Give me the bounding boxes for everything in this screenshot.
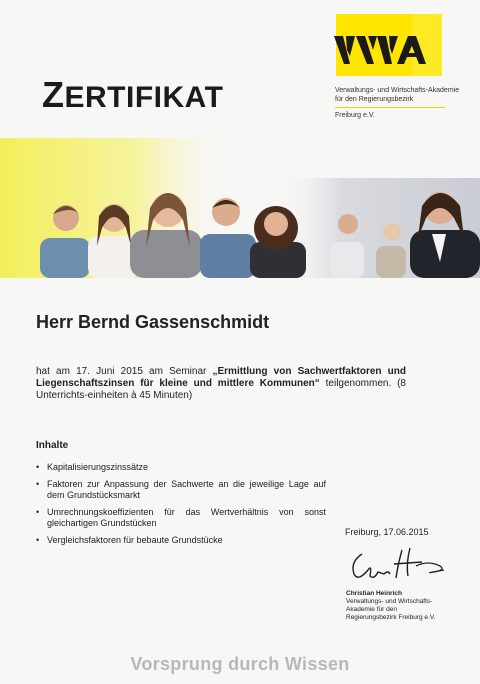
title-initial: Z — [42, 74, 65, 115]
title-rest: ERTIFIKAT — [64, 81, 224, 114]
signatory-role-1: Verwaltungs- und Wirtschafts- — [346, 598, 433, 605]
organization-name — [335, 86, 459, 104]
org-divider — [335, 107, 445, 108]
contents-list — [36, 462, 326, 552]
handwritten-signature — [344, 540, 454, 586]
list-item: • Vergleichsfaktoren für bebaute Grundstücke — [36, 535, 326, 546]
list-item: • Umrechnungskoeffizienten für das Wertverhältnis von sonst gleichartigen Grundstücken — [36, 507, 326, 529]
participation-statement — [36, 366, 406, 402]
signatory-name: Christian Heinrich — [346, 590, 402, 597]
list-item: • Faktoren zur Anpassung der Sachwerte an die jeweilige Lage auf dem Grundstücksmarkt — [36, 479, 326, 501]
signatory-role-2: Akademie für den — [346, 606, 397, 613]
signatory-role-3: Regierungsbezirk Freiburg e.V. — [346, 614, 436, 621]
place-date: Freiburg, 17.06.2015 — [345, 527, 429, 537]
contents-heading: Inhalte — [36, 440, 69, 451]
course-title: „Ermittlung von Sachwertfaktoren und Liegenschaftszinsen für kleine und mittlere Kommunen“ — [36, 366, 406, 389]
signatory — [346, 590, 435, 622]
footer-slogan: Vorsprung durch Wissen — [130, 654, 350, 674]
org-line-2: für den Regierungsbezirk — [335, 96, 414, 103]
photo-banner — [0, 138, 480, 278]
vwa-logo — [330, 14, 448, 76]
statement-intro: hat am 17. Juni 2015 am Seminar — [36, 366, 213, 377]
list-item: • Kapitalisierungszinssätze — [36, 462, 326, 473]
statement-outro: teilgenommen. (8 Unterrichts-einheiten à 45 Minuten) — [36, 378, 406, 401]
org-city: Freiburg e.V. — [335, 112, 375, 119]
certificate-title — [42, 74, 223, 116]
recipient-name: Herr Bernd Gassenschmidt — [36, 312, 270, 332]
org-line-1: Verwaltungs- und Wirtschafts-Akademie — [335, 87, 460, 94]
